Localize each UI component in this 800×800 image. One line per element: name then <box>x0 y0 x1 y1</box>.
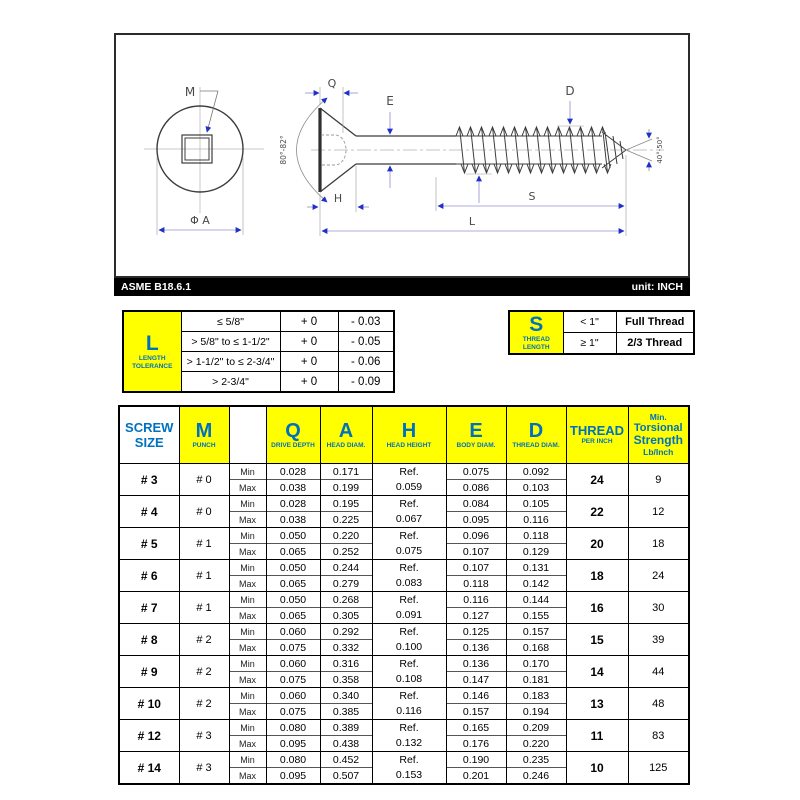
max-label-cell: Max <box>229 512 266 528</box>
min-label-cell: Min <box>229 464 266 480</box>
torsional-strength-cell: 83 <box>628 720 689 752</box>
head-height-value: 0.067 <box>395 512 423 525</box>
screw-size-cell: # 8 <box>119 624 179 656</box>
e-min-cell: 0.075 <box>446 464 506 480</box>
title-bar <box>114 278 690 296</box>
head-height-ref: Ref. <box>399 497 419 510</box>
q-max-cell: 0.095 <box>266 736 320 752</box>
length-range-cell: ≤ 5/8" <box>181 311 280 332</box>
e-max-cell: 0.147 <box>446 672 506 688</box>
front-view <box>144 85 264 235</box>
e-min-cell: 0.116 <box>446 592 506 608</box>
head-height-cell <box>372 752 446 785</box>
standard-label: ASME B18.6.1 <box>121 281 192 293</box>
length-range-cell: > 1-1/2" to ≤ 2-3/4" <box>181 352 280 372</box>
a-min-cell: 0.389 <box>320 720 372 736</box>
thread-per-inch-cell: 16 <box>566 592 628 624</box>
d-min-cell: 0.157 <box>506 624 566 640</box>
thread-per-inch-cell: 13 <box>566 688 628 720</box>
header-a-head-diam: A HEAD DIAM. <box>320 406 372 464</box>
torsional-strength-cell: 30 <box>628 592 689 624</box>
head-height-cell <box>372 560 446 592</box>
d-min-cell: 0.144 <box>506 592 566 608</box>
dim-label-l: L <box>468 215 476 228</box>
head-height-cell <box>372 720 446 752</box>
head-height-value: 0.100 <box>395 640 423 653</box>
head-height-cell <box>372 688 446 720</box>
e-max-cell: 0.136 <box>446 640 506 656</box>
q-max-cell: 0.075 <box>266 672 320 688</box>
screw-spec-table <box>118 405 690 785</box>
e-max-cell: 0.095 <box>446 512 506 528</box>
punch-cell: # 1 <box>179 592 229 624</box>
thread-per-inch-cell: 11 <box>566 720 628 752</box>
dim-label-h: H <box>333 192 343 205</box>
e-min-cell: 0.190 <box>446 752 506 768</box>
dim-label-d: D <box>565 84 575 98</box>
e-max-cell: 0.176 <box>446 736 506 752</box>
head-height-value: 0.108 <box>395 672 423 685</box>
screw-size-cell: # 7 <box>119 592 179 624</box>
head-height-ref: Ref. <box>399 561 419 574</box>
spec-row-min <box>119 464 689 480</box>
a-min-cell: 0.195 <box>320 496 372 512</box>
plus-tolerance-cell: + 0 <box>280 311 338 332</box>
spec-table-body <box>119 464 689 785</box>
q-min-cell: 0.050 <box>266 528 320 544</box>
header-m-punch: M PUNCH <box>179 406 229 464</box>
head-height-cell <box>372 496 446 528</box>
e-min-cell: 0.096 <box>446 528 506 544</box>
thread-length-table <box>508 310 695 355</box>
length-range-cell: > 5/8" to ≤ 1-1/2" <box>181 332 280 352</box>
a-min-cell: 0.452 <box>320 752 372 768</box>
head-height-value: 0.059 <box>395 480 423 493</box>
thread-per-inch-cell: 10 <box>566 752 628 785</box>
plus-tolerance-cell: + 0 <box>280 332 338 352</box>
d-max-cell: 0.142 <box>506 576 566 592</box>
q-max-cell: 0.065 <box>266 608 320 624</box>
e-min-cell: 0.125 <box>446 624 506 640</box>
torsional-strength-cell: 24 <box>628 560 689 592</box>
minus-tolerance-cell: - 0.05 <box>338 332 394 352</box>
head-height-ref: Ref. <box>399 593 419 606</box>
e-max-cell: 0.201 <box>446 768 506 785</box>
e-min-cell: 0.165 <box>446 720 506 736</box>
header-screw-size: SCREW SIZE <box>119 406 179 464</box>
torsional-strength-cell: 48 <box>628 688 689 720</box>
minus-tolerance-cell: - 0.03 <box>338 311 394 332</box>
a-min-cell: 0.220 <box>320 528 372 544</box>
torsional-strength-cell: 9 <box>628 464 689 496</box>
dim-label-phi-a: Φ A <box>190 214 210 227</box>
d-min-cell: 0.092 <box>506 464 566 480</box>
d-min-cell: 0.118 <box>506 528 566 544</box>
a-max-cell: 0.438 <box>320 736 372 752</box>
spec-row-min <box>119 528 689 544</box>
screw-size-cell: # 3 <box>119 464 179 496</box>
length-tolerance-table <box>122 310 395 393</box>
punch-cell: # 2 <box>179 624 229 656</box>
a-min-cell: 0.171 <box>320 464 372 480</box>
max-label-cell: Max <box>229 576 266 592</box>
head-height-cell <box>372 528 446 560</box>
e-min-cell: 0.136 <box>446 656 506 672</box>
e-max-cell: 0.086 <box>446 480 506 496</box>
q-max-cell: 0.065 <box>266 544 320 560</box>
max-label-cell: Max <box>229 544 266 560</box>
point-angle-label: 40°-50° <box>656 136 664 164</box>
head-height-ref: Ref. <box>399 721 419 734</box>
head-height-ref: Ref. <box>399 465 419 478</box>
head-height-cell <box>372 656 446 688</box>
header-d-thread-diam: D THREAD DIAM. <box>506 406 566 464</box>
a-min-cell: 0.268 <box>320 592 372 608</box>
d-max-cell: 0.194 <box>506 704 566 720</box>
e-min-cell: 0.084 <box>446 496 506 512</box>
torsional-strength-cell: 12 <box>628 496 689 528</box>
max-label-cell: Max <box>229 480 266 496</box>
head-height-value: 0.116 <box>396 704 422 717</box>
dim-label-s: S <box>528 190 536 203</box>
header-h-head-height: H HEAD HEIGHT <box>372 406 446 464</box>
a-max-cell: 0.507 <box>320 768 372 785</box>
thread-range-cell: ≥ 1" <box>563 333 616 355</box>
q-min-cell: 0.080 <box>266 752 320 768</box>
spec-row-min <box>119 496 689 512</box>
thread-per-inch-cell: 20 <box>566 528 628 560</box>
side-view <box>279 77 664 236</box>
thread-per-inch-cell: 24 <box>566 464 628 496</box>
thread-per-inch-cell: 22 <box>566 496 628 528</box>
spec-row-min <box>119 688 689 704</box>
length-tolerance-symbol-cell: L LENGTH TOLERANCE <box>123 311 181 392</box>
max-label-cell: Max <box>229 672 266 688</box>
max-label-cell: Max <box>229 608 266 624</box>
thread-range-cell: < 1" <box>563 311 616 333</box>
head-height-ref: Ref. <box>399 657 419 670</box>
head-height-value: 0.091 <box>395 608 423 621</box>
a-max-cell: 0.252 <box>320 544 372 560</box>
e-max-cell: 0.118 <box>446 576 506 592</box>
torsional-strength-cell: 125 <box>628 752 689 785</box>
head-height-ref: Ref. <box>399 753 419 766</box>
min-label-cell: Min <box>229 560 266 576</box>
screw-size-cell: # 5 <box>119 528 179 560</box>
q-max-cell: 0.065 <box>266 576 320 592</box>
minus-tolerance-cell: - 0.06 <box>338 352 394 372</box>
screw-size-cell: # 14 <box>119 752 179 785</box>
d-max-cell: 0.246 <box>506 768 566 785</box>
thread-result-cell: Full Thread <box>616 311 694 333</box>
unit-label: unit: INCH <box>631 281 683 293</box>
d-max-cell: 0.181 <box>506 672 566 688</box>
header-q-drive-depth: Q DRIVE DEPTH <box>266 406 320 464</box>
head-height-value: 0.075 <box>395 544 423 557</box>
d-max-cell: 0.155 <box>506 608 566 624</box>
d-max-cell: 0.103 <box>506 480 566 496</box>
technical-drawing-panel <box>114 33 690 278</box>
q-min-cell: 0.060 <box>266 688 320 704</box>
d-min-cell: 0.131 <box>506 560 566 576</box>
thread-length-symbol-cell: S THREAD LENGTH <box>509 311 563 354</box>
a-min-cell: 0.316 <box>320 656 372 672</box>
min-label-cell: Min <box>229 592 266 608</box>
e-max-cell: 0.157 <box>446 704 506 720</box>
head-height-value: 0.153 <box>395 768 423 781</box>
max-label-cell: Max <box>229 640 266 656</box>
header-thread-per-inch: THREAD PER INCH <box>566 406 628 464</box>
screw-size-cell: # 6 <box>119 560 179 592</box>
dim-label-q: Q <box>327 77 337 90</box>
d-min-cell: 0.105 <box>506 496 566 512</box>
screw-size-cell: # 10 <box>119 688 179 720</box>
punch-cell: # 2 <box>179 688 229 720</box>
spec-row-min <box>119 656 689 672</box>
punch-cell: # 2 <box>179 656 229 688</box>
head-height-value: 0.083 <box>395 576 423 589</box>
punch-cell: # 0 <box>179 496 229 528</box>
spec-row-min <box>119 560 689 576</box>
q-max-cell: 0.095 <box>266 768 320 785</box>
e-min-cell: 0.107 <box>446 560 506 576</box>
d-max-cell: 0.220 <box>506 736 566 752</box>
a-min-cell: 0.244 <box>320 560 372 576</box>
d-max-cell: 0.129 <box>506 544 566 560</box>
max-label-cell: Max <box>229 736 266 752</box>
q-min-cell: 0.050 <box>266 560 320 576</box>
thread-result-cell: 2/3 Thread <box>616 333 694 355</box>
thread-per-inch-cell: 18 <box>566 560 628 592</box>
min-label-cell: Min <box>229 688 266 704</box>
min-label-cell: Min <box>229 720 266 736</box>
min-label-cell: Min <box>229 496 266 512</box>
minus-tolerance-cell: - 0.09 <box>338 372 394 393</box>
e-max-cell: 0.107 <box>446 544 506 560</box>
q-max-cell: 0.075 <box>266 704 320 720</box>
spec-row-min <box>119 720 689 736</box>
e-max-cell: 0.127 <box>446 608 506 624</box>
header-e-body-diam: E BODY DIAM. <box>446 406 506 464</box>
q-max-cell: 0.038 <box>266 512 320 528</box>
punch-cell: # 3 <box>179 720 229 752</box>
header-torsional-strength: Min. Torsional Strength Lb/Inch <box>628 406 689 464</box>
q-min-cell: 0.060 <box>266 656 320 672</box>
head-height-ref: Ref. <box>399 529 419 542</box>
screw-size-cell: # 9 <box>119 656 179 688</box>
min-label-cell: Min <box>229 752 266 768</box>
d-max-cell: 0.116 <box>506 512 566 528</box>
punch-cell: # 1 <box>179 560 229 592</box>
d-min-cell: 0.209 <box>506 720 566 736</box>
spec-row-min <box>119 624 689 640</box>
spec-row-min <box>119 592 689 608</box>
screw-technical-drawing <box>116 35 688 276</box>
head-height-ref: Ref. <box>399 625 419 638</box>
symbol-s: S <box>529 313 544 336</box>
head-height-cell <box>372 624 446 656</box>
a-min-cell: 0.340 <box>320 688 372 704</box>
d-min-cell: 0.235 <box>506 752 566 768</box>
dim-label-e: E <box>386 94 394 108</box>
spec-table-header-row <box>119 406 689 464</box>
head-height-cell <box>372 592 446 624</box>
thread-per-inch-cell: 15 <box>566 624 628 656</box>
max-label-cell: Max <box>229 704 266 720</box>
q-min-cell: 0.050 <box>266 592 320 608</box>
a-min-cell: 0.292 <box>320 624 372 640</box>
screw-size-cell: # 4 <box>119 496 179 528</box>
punch-cell: # 1 <box>179 528 229 560</box>
length-range-cell: > 2-3/4" <box>181 372 280 393</box>
torsional-strength-cell: 39 <box>628 624 689 656</box>
max-label-cell: Max <box>229 768 266 785</box>
min-label-cell: Min <box>229 528 266 544</box>
plus-tolerance-cell: + 0 <box>280 372 338 393</box>
head-angle-label: 80°-82° <box>279 135 288 165</box>
head-height-ref: Ref. <box>399 689 419 702</box>
min-label-cell: Min <box>229 624 266 640</box>
q-max-cell: 0.038 <box>266 480 320 496</box>
spec-row-min <box>119 752 689 768</box>
a-max-cell: 0.305 <box>320 608 372 624</box>
q-min-cell: 0.060 <box>266 624 320 640</box>
d-min-cell: 0.183 <box>506 688 566 704</box>
a-max-cell: 0.279 <box>320 576 372 592</box>
a-max-cell: 0.385 <box>320 704 372 720</box>
symbol-l: L <box>145 332 159 355</box>
q-min-cell: 0.028 <box>266 464 320 480</box>
thread-per-inch-cell: 14 <box>566 656 628 688</box>
q-max-cell: 0.075 <box>266 640 320 656</box>
head-height-cell <box>372 464 446 496</box>
screw-size-cell: # 12 <box>119 720 179 752</box>
min-label-cell: Min <box>229 656 266 672</box>
punch-cell: # 0 <box>179 464 229 496</box>
q-min-cell: 0.080 <box>266 720 320 736</box>
a-max-cell: 0.358 <box>320 672 372 688</box>
a-max-cell: 0.332 <box>320 640 372 656</box>
torsional-strength-cell: 44 <box>628 656 689 688</box>
plus-tolerance-cell: + 0 <box>280 352 338 372</box>
d-min-cell: 0.170 <box>506 656 566 672</box>
e-min-cell: 0.146 <box>446 688 506 704</box>
head-height-value: 0.132 <box>395 736 423 749</box>
punch-cell: # 3 <box>179 752 229 785</box>
header-minmax <box>229 406 266 464</box>
torsional-strength-cell: 18 <box>628 528 689 560</box>
a-max-cell: 0.199 <box>320 480 372 496</box>
q-min-cell: 0.028 <box>266 496 320 512</box>
dim-label-m: M <box>184 85 196 99</box>
a-max-cell: 0.225 <box>320 512 372 528</box>
d-max-cell: 0.168 <box>506 640 566 656</box>
